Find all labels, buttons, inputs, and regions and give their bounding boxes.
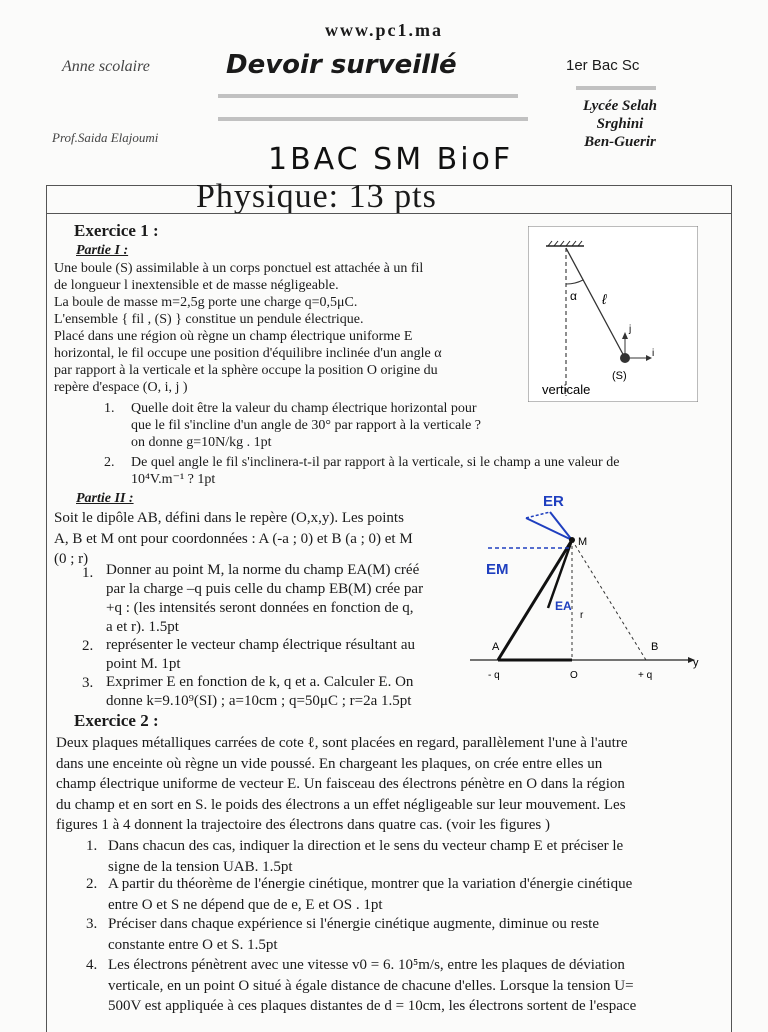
text-line: 500V est appliquée à ces plaques distantes de d = 10cm, les électrons sortent de l'espace	[108, 998, 637, 1014]
question-number: 3.	[82, 675, 94, 691]
text-line: Une boule (S) assimilable à un corps ponctuel est attachée à un fil	[54, 261, 424, 276]
question-text	[131, 400, 481, 451]
school-name	[560, 97, 680, 151]
question-text	[108, 836, 623, 877]
question-number: 4.	[86, 957, 98, 973]
question-text	[106, 636, 415, 674]
question-text	[108, 914, 599, 955]
text-line: horizontal, le fil occupe une position d'équilibre inclinée d'un angle α	[54, 346, 442, 361]
question-number: 2.	[86, 876, 98, 892]
section-title: Physique: 13 pts	[196, 178, 437, 215]
question-number: 2.	[82, 638, 94, 654]
faded-header-text	[218, 117, 528, 121]
text-line: par rapport à la verticale et la sphère occupe la position O origine du	[54, 363, 438, 378]
text-line: entre O et S ne dépend que de e, E et OS . 1pt	[108, 896, 383, 913]
plus-q-label: + q	[638, 670, 653, 681]
dipole-figure	[466, 478, 702, 688]
text-line: A, B et M ont pour coordonnées : A (-a ; 0) et B (a ; 0) et M	[54, 530, 413, 547]
question-text	[108, 955, 636, 1017]
text-line: de longueur l inextensible et de masse négligeable.	[54, 278, 339, 293]
question-text	[106, 673, 413, 711]
school-name-line: Lycée Selah	[583, 98, 657, 114]
em-label: EM	[486, 561, 509, 578]
text-line: on donne g=10N/kg . 1pt	[131, 435, 272, 450]
text-line: Quelle doit être la valeur du champ électrique horizontal pour	[131, 401, 477, 416]
text-line: A partir du théorème de l'énergie cinétique, montrer que la variation d'énergie cinétique	[108, 876, 633, 892]
exam-title: Devoir surveillé	[226, 50, 457, 80]
question-number: 1.	[104, 401, 115, 416]
m-label: M	[578, 536, 588, 548]
text-line: De quel angle le fil s'inclinera-t-il par rapport à la verticale, si le champ a une valeur de	[131, 455, 620, 470]
ea-label: EA	[555, 599, 572, 613]
text-line: du champ et en sort en S. le poids des électrons a un effet négligeable sur leur mouvement. Les	[56, 796, 626, 813]
question-number: 1.	[86, 838, 98, 854]
paragraph	[54, 260, 442, 396]
school-year-label: Anne scolaire	[62, 58, 150, 75]
question-number: 1.	[82, 565, 94, 581]
exercise-2-title: Exercice 2 :	[74, 711, 159, 730]
text-line: +q : (les intensités seront données en fonction de q,	[106, 600, 414, 616]
text-line: dans une enceinte où règne un vide poussé. En chargeant les plaques, on crée entre elles un	[56, 755, 603, 772]
text-line: point M. 1pt	[106, 656, 181, 672]
r-label: r	[580, 610, 584, 621]
text-line: Soit le dipôle AB, défini dans le repère (O,x,y). Les points	[54, 510, 404, 526]
i-label: i	[652, 348, 655, 359]
text-line: champ électrique uniforme de vecteur E. Un faisceau des électrons pénètre en O dans la région	[56, 776, 625, 792]
text-line: Dans chacun des cas, indiquer la direction et le sens du vecteur champ E et préciser le	[108, 838, 624, 854]
axis-y-label: y	[693, 657, 699, 669]
o-label: O	[570, 670, 578, 681]
sphere-label: (S)	[612, 370, 627, 382]
faded-header-text	[576, 86, 656, 90]
point-m	[569, 537, 575, 543]
site-url: www.pc1.ma	[325, 20, 443, 40]
vector-em	[526, 518, 572, 540]
b-label: B	[651, 641, 659, 653]
school-name-line: Ben-Guerir	[584, 134, 656, 150]
question-text	[106, 561, 423, 637]
question-number: 2.	[104, 455, 115, 470]
er-label: ER	[543, 493, 564, 510]
text-line: constante entre O et S. 1.5pt	[108, 936, 278, 953]
text-line: figures 1 à 4 donnent la trajectoire des électrons dans quatre cas. (voir les figures )	[56, 817, 550, 833]
line-mb	[572, 540, 646, 660]
text-line: Préciser dans chaque expérience si l'énergie cinétique augmente, diminue ou reste	[108, 916, 599, 932]
text-line: repère d'espace (O, i, j )	[54, 380, 188, 395]
text-line: Placé dans une région où règne un champ électrique uniforme E	[54, 329, 413, 344]
part-1-label: Partie I :	[76, 243, 129, 258]
text-line: Deux plaques métalliques carrées de cote ℓ, sont placées en regard, parallèlement l'une à l'autre	[56, 735, 628, 751]
title-divider	[46, 213, 732, 214]
text-line: signe de la tension UAB. 1.5pt	[108, 858, 293, 875]
text-line: verticale, en un point O situé à égale distance de chacune d'elles. Lorsque la tension U=	[108, 977, 634, 994]
length-label: ℓ	[602, 291, 607, 307]
question-text	[108, 874, 632, 915]
part-2-label: Partie II :	[76, 491, 134, 506]
text-line: (0 ; r)	[54, 551, 89, 567]
pendulum-figure	[528, 226, 698, 402]
paragraph	[56, 733, 628, 836]
school-name-line: Srghini	[596, 116, 644, 132]
text-line: représenter le vecteur champ électrique résultant au	[106, 637, 416, 653]
minus-q-label: - q	[488, 670, 500, 681]
text-line: par la charge –q puis celle du champ EB(M) crée par	[106, 581, 424, 597]
j-label: j	[629, 324, 632, 335]
text-line: Les électrons pénètrent avec une vitesse v0 = 6. 10⁵m/s, entre les plaques de déviation	[108, 957, 625, 973]
text-line: a et r). 1.5pt	[106, 619, 179, 635]
text-line: Donner au point M, la norme du champ EA(M) créé	[106, 562, 420, 578]
text-line: 10⁴V.m⁻¹ ? 1pt	[131, 472, 216, 487]
text-line: La boule de masse m=2,5g porte une charge q=0,5μC.	[54, 295, 358, 310]
teacher-name: Prof.Saida Elajoumi	[52, 130, 159, 145]
class-level: 1er Bac Sc	[566, 57, 640, 74]
a-label: A	[492, 641, 500, 653]
text-line: donne k=9.10⁹(SI) ; a=10cm ; q=50μC ; r=2a 1.5pt	[106, 693, 412, 709]
faded-header-text	[218, 94, 518, 98]
text-line: que le fil s'incline d'un angle de 30° par rapport à la verticale ?	[131, 418, 481, 433]
vertical-label: verticale	[542, 382, 591, 397]
construction-line	[526, 512, 550, 518]
question-number: 3.	[86, 916, 98, 932]
handwritten-class-note: 1BAC SM BioF	[268, 142, 514, 177]
text-line: L'ensemble { fil , (S) } constitue un pendule électrique.	[54, 312, 364, 327]
text-line: Exprimer E en fonction de k, q et a. Calculer E. On	[106, 674, 414, 690]
alpha-label: α	[570, 289, 577, 303]
exercise-1-title: Exercice 1 :	[74, 221, 159, 240]
